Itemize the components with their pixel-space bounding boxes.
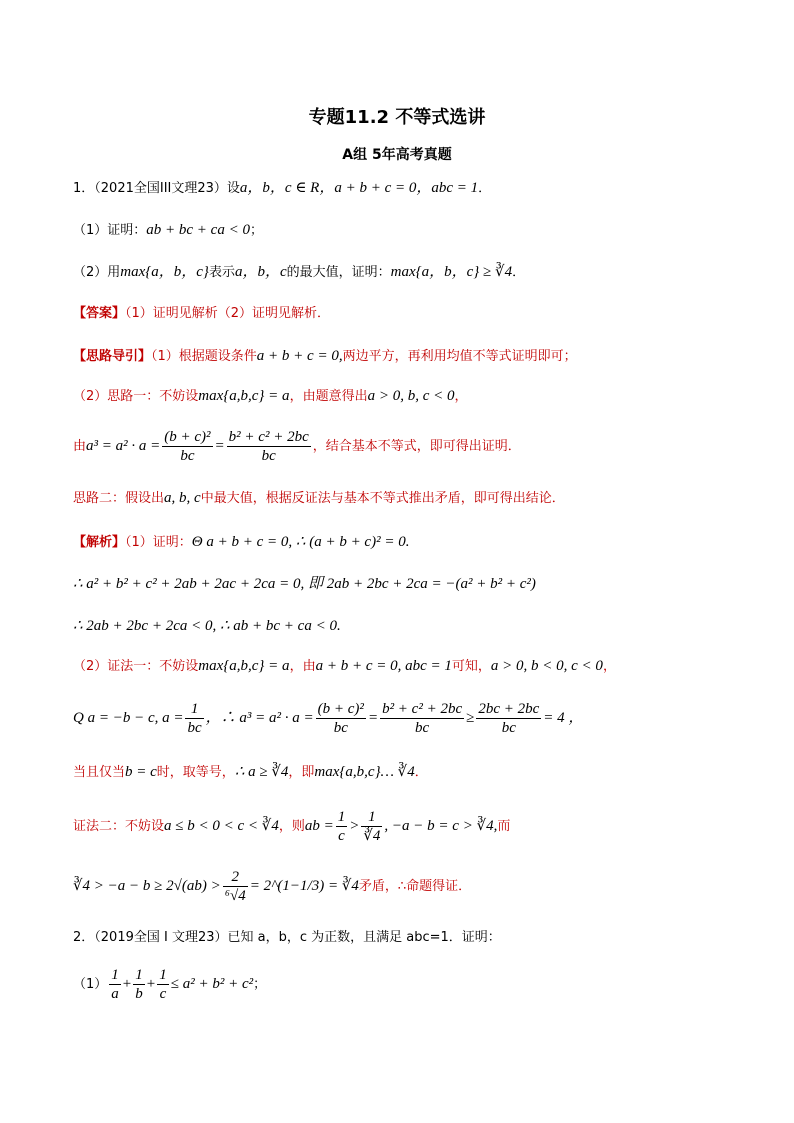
q1-head-text: 1．（2021全国III文理23）设 <box>73 181 240 196</box>
q1-part1 <box>73 220 263 241</box>
solution-l5-num2: (b + c)² <box>317 701 364 717</box>
q2-p1-frac3 <box>157 966 169 1003</box>
solution-line6 <box>73 762 428 783</box>
answer-line <box>73 304 330 324</box>
guide-text1: （1）根据题设条件 <box>151 349 257 364</box>
solution-l7-c: 而 <box>497 819 511 834</box>
guide-l4-m: a, b, c <box>164 490 201 506</box>
solution-l5-m1: Q a = −b − c, a = <box>73 710 184 726</box>
guide-l3-frac2 <box>227 428 311 465</box>
solution-l7-m2b: , −a − b = c > ∛4, <box>384 818 498 834</box>
solution-l8-a: 矛盾，∴命题得证． <box>358 879 472 894</box>
solution-l6-m1: b = c <box>125 764 157 780</box>
guide-l3-frac1 <box>162 428 212 465</box>
q1-head-end: ． <box>478 181 492 196</box>
solution-l8-den: ⁶√4 <box>224 888 246 904</box>
solution-l7-gt: > <box>349 818 360 834</box>
q1-p1-end: ； <box>249 223 263 238</box>
solution-l3-m: ∴ 2ab + 2bc + 2ca < 0, ∴ ab + bc + ca < 0. <box>73 618 341 634</box>
solution-l6-d: ． <box>414 765 428 780</box>
solution-l1-a: （1）证明： <box>125 535 192 550</box>
solution-l6-b: 时，取等号， <box>156 765 235 780</box>
q1-p2-mid: 表示 <box>208 265 235 280</box>
solution-l6-a: 当且仅当 <box>73 765 126 780</box>
guide-text2: 两边平方，再利用均值不等式证明即可； <box>342 349 577 364</box>
solution-l5-num3: b² + c² + 2bc <box>382 701 463 717</box>
solution-l4-d: ， <box>602 659 616 674</box>
solution-tag: 【解析】 <box>73 535 126 550</box>
guide-l3-b: ，结合基本不等式，即可得出证明． <box>312 439 521 454</box>
guide-l2-c: ， <box>454 389 468 404</box>
solution-l5-den2: bc <box>333 720 348 736</box>
guide-l3-num2: b² + c² + 2bc <box>228 429 309 445</box>
solution-l6-m2: ∴ a ≥ ∛4 <box>234 764 289 780</box>
solution-l5-eq: = <box>367 710 379 726</box>
guide-line3 <box>73 428 521 465</box>
q2-p1-rest: ≤ a² + b² + c² <box>170 976 254 992</box>
guide-l3-eq: = <box>214 438 225 454</box>
solution-line4 <box>73 656 616 677</box>
solution-line8 <box>73 868 471 905</box>
q2-part1: （1） $\frac{1}{a}$ + $\frac{1}{b}$ + $\frac{1}{c}$ ≤ a² + b² + c²； <box>73 967 267 1002</box>
q1-p2-math1: max{a，b，c} <box>120 264 209 280</box>
guide-l3-a: 由 <box>73 439 87 454</box>
q2-p1-frac1 <box>109 966 121 1003</box>
solution-l5-ge: ≥ <box>466 710 475 726</box>
guide-l2-m2: a > 0, b, c < 0 <box>367 388 455 404</box>
solution-line2 <box>73 574 536 595</box>
guide-l3-den1: bc <box>180 448 195 464</box>
guide-l4-b: 中最大值，根据反证法与基本不等式推出矛盾，即可得出结论． <box>200 491 565 506</box>
solution-l5-num4: 2bc + 2bc <box>478 701 540 717</box>
q2-p1-end: ； <box>253 977 267 992</box>
solution-l4-a: （2）证法一：不妨设 <box>73 659 199 674</box>
solution-l5-end: = 4 ， <box>543 710 584 726</box>
solution-l8-frac <box>223 868 248 905</box>
solution-l5-m2: ，∴ a³ = a² · a = <box>205 710 314 726</box>
q1-p2-vars: a，b，c <box>234 264 287 280</box>
solution-l4-m3: a > 0, b < 0, c < 0 <box>490 658 603 674</box>
q1-p2-math2: max{a，b，c} ≥ ∛4 <box>390 264 513 280</box>
solution-line3 <box>73 616 341 637</box>
solution-l7-den2: ∛4 <box>363 828 381 844</box>
q2-head <box>73 928 501 948</box>
q1-p2-label: （2）用 <box>73 265 121 280</box>
guide-line1 <box>73 346 577 367</box>
solution-l5-den3: bc <box>415 720 430 736</box>
solution-l8-m1: ∛4 > −a − b ≥ 2√(ab) > <box>73 878 221 894</box>
page-title: 专题11.2 不等式选讲 <box>308 107 486 128</box>
q1-p1-label: （1）证明： <box>73 223 147 238</box>
q2-p1-num2: 1 <box>135 967 143 983</box>
solution-l7-frac1 <box>336 808 348 845</box>
solution-l5-frac2 <box>316 700 366 737</box>
q1-p1-math: ab + bc + ca < 0 <box>146 222 250 238</box>
solution-line5 <box>73 700 583 737</box>
solution-line1 <box>73 532 409 553</box>
solution-l6-m3: max{a,b,c}… ∛4 <box>314 764 415 780</box>
guide-line4 <box>73 488 565 509</box>
guide-l3-m1: a³ = a² · a = <box>86 438 161 454</box>
solution-l7-num1: 1 <box>337 809 346 825</box>
solution-l5-den4: bc <box>501 720 516 736</box>
solution-l7-den1: c <box>338 828 345 844</box>
solution-l5-num1: 1 <box>185 700 203 719</box>
solution-l5-frac1 <box>185 700 203 737</box>
q2-p1-label: （1） <box>73 977 108 992</box>
q1-p2-mid2: 的最大值，证明： <box>286 265 391 280</box>
solution-l7-b: ，则 <box>278 819 305 834</box>
guide-l2-m1: max{a,b,c} = a <box>198 388 290 404</box>
guide-math1: a + b + c = 0, <box>256 348 343 364</box>
q2-p1-den2: b <box>135 986 143 1002</box>
solution-l7-num2: 1 <box>361 808 382 827</box>
q1-head <box>73 178 491 199</box>
q2-p1-num1: 1 <box>111 967 119 983</box>
solution-l5-frac3 <box>380 700 464 737</box>
solution-l7-m2a: ab = <box>304 818 334 834</box>
solution-l8-num: 2 <box>223 868 248 887</box>
solution-l6-c: ，即 <box>288 765 315 780</box>
answer-text: （1）证明见解析（2）证明见解析． <box>125 306 331 321</box>
guide-line2 <box>73 386 468 407</box>
section-subtitle: A组 5年高考真题 <box>342 147 452 163</box>
solution-l8-m2: = 2^(1−1/3) = ∛4 <box>249 878 359 894</box>
solution-l4-m2: a + b + c = 0, abc = 1 <box>315 658 452 674</box>
q2-head-text: 2．（2019全国 I 文理23）已知 a，b，c 为正数，且满足 abc=1．证明： <box>73 930 501 945</box>
q2-p1-den3: c <box>159 986 167 1002</box>
solution-l1-m: Θ a + b + c = 0, ∴ (a + b + c)² = 0. <box>191 534 410 550</box>
solution-l2-m: ∴ a² + b² + c² + 2ab + 2ac + 2ca = 0, 即 2ab + 2bc + 2ca = −(a² + b² + c²) <box>73 576 536 592</box>
solution-l4-m1: max{a,b,c} = a <box>198 658 290 674</box>
q1-head-math: a，b，c ∈ R，a + b + c = 0，abc = 1 <box>239 180 479 196</box>
q2-p1-den1: a <box>111 986 119 1002</box>
q2-p1-num3: 1 <box>159 967 167 983</box>
solution-l4-b: ，由 <box>289 659 316 674</box>
guide-l2-b: ，由题意得出 <box>289 389 368 404</box>
solution-l7-a: 证法二：不妨设 <box>73 819 165 834</box>
q1-p2-end: ． <box>512 265 526 280</box>
guide-l3-num1: (b + c)² <box>164 429 211 445</box>
guide-l3-den2: bc <box>261 448 276 464</box>
solution-l5-frac4 <box>476 700 541 737</box>
solution-line7 <box>73 808 510 845</box>
guide-l2-a: （2）思路一：不妨设 <box>73 389 199 404</box>
solution-l7-m1: a ≤ b < 0 < c < ∛4 <box>164 818 279 834</box>
solution-l4-c: 可知， <box>451 659 491 674</box>
q1-part2 <box>73 262 525 283</box>
answer-tag: 【答案】 <box>73 306 126 321</box>
guide-tag: 【思路导引】 <box>73 349 152 364</box>
q2-p1-frac2 <box>133 966 145 1003</box>
guide-l4-a: 思路二：假设出 <box>73 491 165 506</box>
solution-l5-den1: bc <box>187 720 202 736</box>
solution-l7-frac2 <box>361 808 382 845</box>
